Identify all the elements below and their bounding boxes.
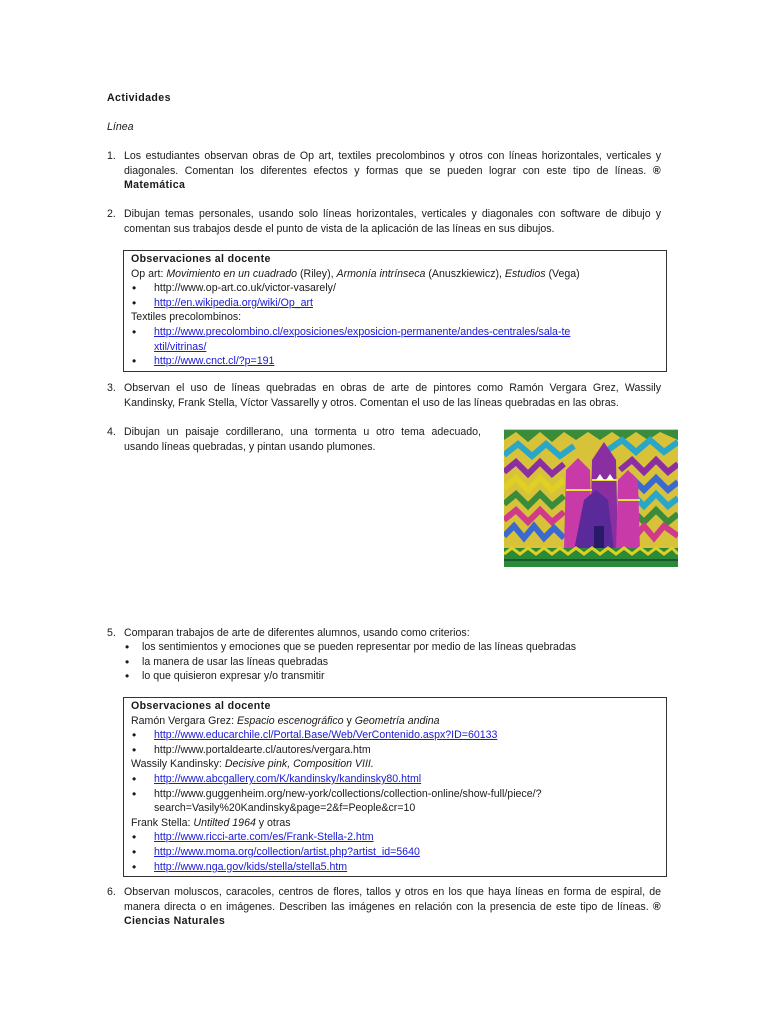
wikipedia-op-art-link[interactable]: http://en.wikipedia.org/wiki/Op_art <box>154 296 313 309</box>
ricci-arte-link[interactable]: http://www.ricci-arte.com/es/Frank-Stella-2.htm <box>154 831 374 844</box>
activity-text-body: Los estudiantes observan obras de Op art, textiles precolombinos y otros con líneas horizontales, verticales y diagonales. Comentan los diferentes efectos y formas que se pueden lograr con este tipo de líneas. <box>124 150 661 177</box>
activity-number: 4. <box>107 426 116 438</box>
artist-name: (Vega) <box>545 267 580 280</box>
activity-text: Dibujan temas personales, usando solo líneas horizontales, verticales y diagonales con software de dibujo y comentan sus trabajos desde el punto de vista de la aplicación de las líneas en sus dibujos. <box>124 208 661 235</box>
stella-line <box>131 816 658 831</box>
artwork-title: Armonía intrínseca <box>336 267 426 280</box>
artwork-title: Decisive pink, Composition VIII. <box>224 758 374 771</box>
cnct-link[interactable]: http://www.cnct.cl/?p=191 <box>154 355 275 368</box>
artwork-title: Geometría andina <box>354 714 440 727</box>
list-item: • los sentimientos y emociones que se pueden representar por medio de las líneas quebradas <box>124 640 664 655</box>
bullet-link <box>131 325 574 354</box>
bullet-url: • http://www.guggenheim.org/new-york/collections/collection-online/show-full/piece/?search=Vasily%20Kandinsky&page=2&f=People&cr=10 <box>131 787 544 816</box>
artist-name: (Riley), <box>297 267 337 280</box>
artist-name: Wassily Kandinsky: <box>131 758 225 771</box>
precolombino-link[interactable]: http://www.precolombino.cl/exposiciones/exposicion-permanente/andes-centrales/sala-textil/vitrinas/ <box>154 325 571 353</box>
list-item: • la manera de usar las líneas quebradas <box>124 655 664 670</box>
bullet-link <box>131 296 658 311</box>
moma-link[interactable]: http://www.moma.org/collection/artist.php?artist_id=5640 <box>154 845 420 858</box>
student-painting-image <box>504 429 678 567</box>
activity-number: 6. <box>107 886 116 898</box>
list-item: • lo que quisieron expresar y/o transmitir <box>124 669 664 684</box>
artwork-extra: y otras <box>255 816 291 829</box>
crosslink-ciencias-naturales: ® Ciencias Naturales <box>124 900 661 928</box>
crosslink-matematica: ® Matemática <box>124 164 661 192</box>
artist-name: Ramón Vergara Grez: <box>131 714 237 727</box>
textiles-label: Textiles precolombinos: <box>131 311 242 324</box>
artist-name: Frank Stella: <box>131 816 194 829</box>
activity-number: 5. <box>107 627 116 639</box>
section-title: Actividades <box>107 92 171 104</box>
teacher-notes-box-1 <box>123 250 667 372</box>
bullet-link <box>131 860 658 875</box>
teacher-notes-box-2 <box>123 697 667 877</box>
nga-link[interactable]: http://www.nga.gov/kids/stella/stella5.htm <box>154 860 348 873</box>
bullet-link <box>131 354 658 369</box>
activity-text <box>124 149 661 193</box>
activity-text: Comparan trabajos de arte de diferentes alumnos, usando como criterios: <box>124 627 470 639</box>
activity-number: 1. <box>107 150 116 162</box>
artist-name: (Anuszkiewicz), <box>425 267 505 280</box>
conjunction: y <box>343 714 355 727</box>
artwork-title: Espacio escenográfico <box>236 714 344 727</box>
bullet-url: • http://www.op-art.co.uk/victor-vasarely/ <box>131 281 658 296</box>
artwork-title: Estudios <box>504 267 546 280</box>
artwork-title: Untilted 1964 <box>193 816 256 829</box>
educarchile-link[interactable]: http://www.educarchile.cl/Portal.Base/Web/VerContenido.aspx?ID=60133 <box>154 729 498 742</box>
bullet-url: • http://www.portaldearte.cl/autores/vergara.htm <box>131 743 658 758</box>
activity-number: 2. <box>107 208 116 220</box>
activity-text-body: Observan moluscos, caracoles, centros de flores, tallos y otros en los que haya líneas en forma de espiral, de manera directa o en imágenes. Describen las imágenes en relación con la presencia de este tipo de líneas. <box>124 886 661 913</box>
vergara-line <box>131 714 658 729</box>
activity-number: 3. <box>107 382 116 394</box>
op-art-line <box>131 267 658 282</box>
bullet-link <box>131 728 658 743</box>
op-art-label: Op art: <box>131 267 167 280</box>
bullet-link <box>131 845 658 860</box>
subsection-title: Línea <box>107 121 134 133</box>
abcgallery-link[interactable]: http://www.abcgallery.com/K/kandinsky/kandinsky80.html <box>154 772 422 785</box>
activity-text <box>124 885 661 929</box>
bullet-link <box>131 772 658 787</box>
activity-text: Observan el uso de líneas quebradas en obras de arte de pintores como Ramón Vergara Grez, Wassily Kandinsky, Frank Stella, Víctor Vassarelly y otros. Comentan el uso de las líneas quebradas en las obras. <box>124 382 661 409</box>
artwork-title: Movimiento en un cuadrado <box>166 267 298 280</box>
criteria-list <box>124 640 664 684</box>
bullet-link <box>131 830 658 845</box>
box-title: Observaciones al docente <box>131 253 271 265</box>
kandinsky-line <box>131 757 658 772</box>
box-title: Observaciones al docente <box>131 700 271 712</box>
activity-text: Dibujan un paisaje cordillerano, una tormenta u otro tema adecuado, usando líneas quebradas, y pintan usando plumones. <box>124 426 481 453</box>
